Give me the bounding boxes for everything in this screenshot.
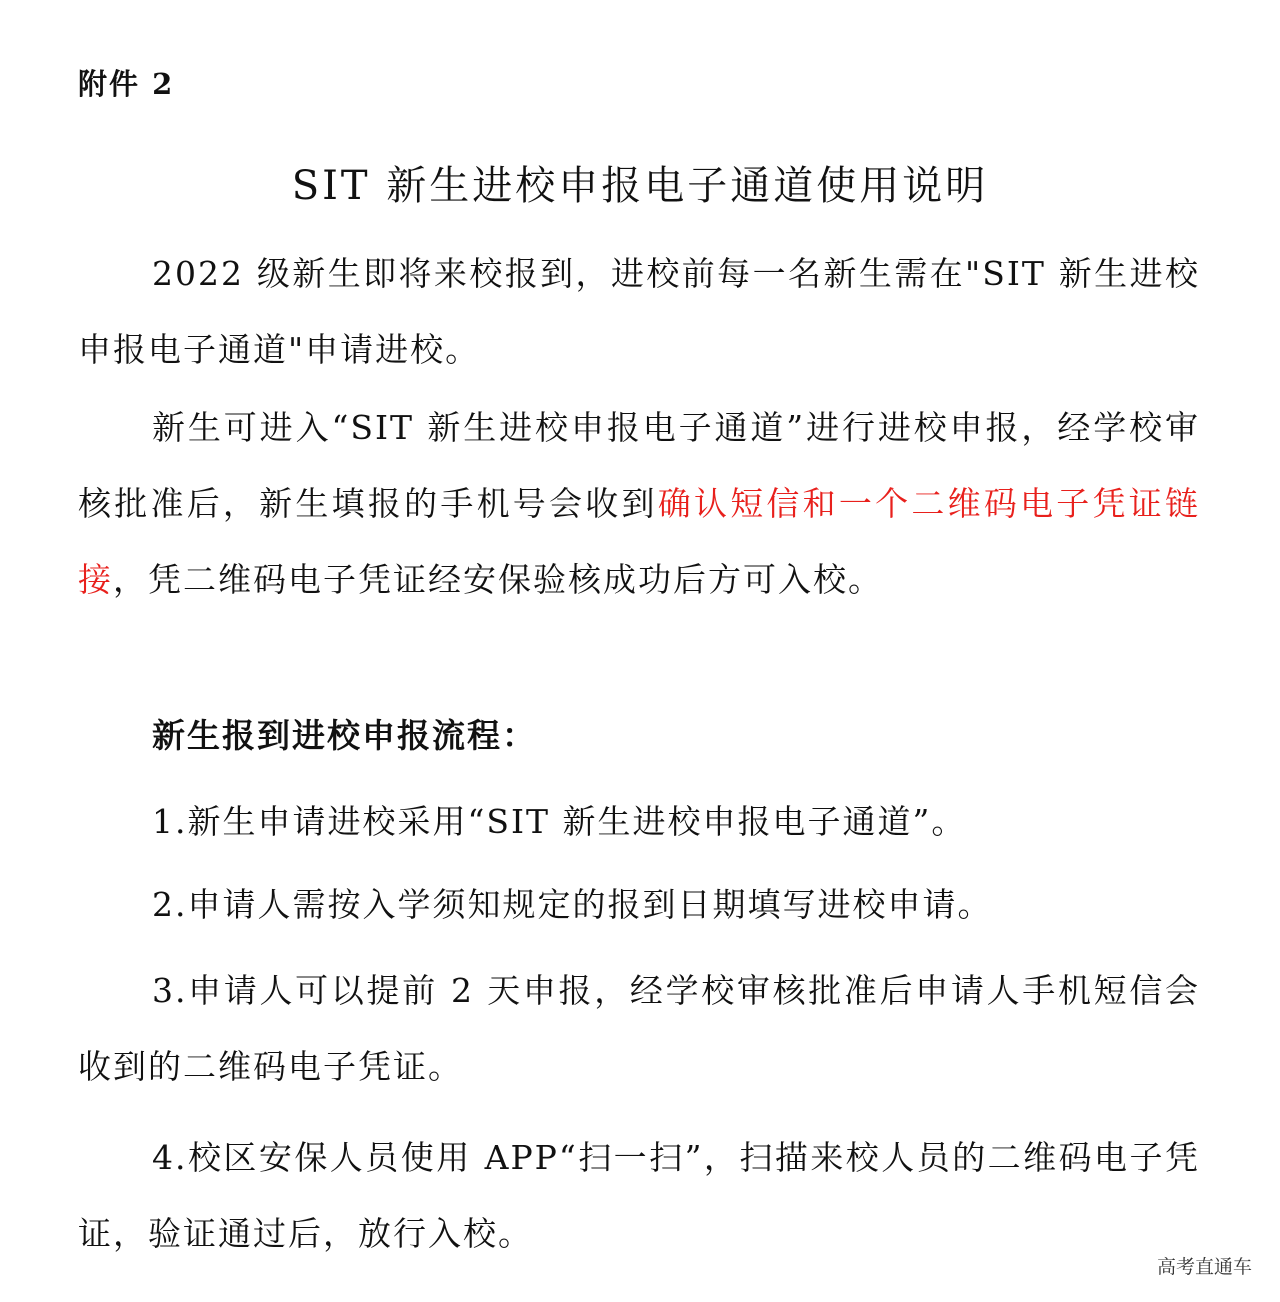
- procedure-step-3: 3.申请人可以提前 2 天申报，经学校审核批准后申请人手机短信会收到的二维码电子凭证。: [78, 971, 1200, 1086]
- highlighted-notice: 确认短信和一个二维码电子凭证链接: [78, 484, 1201, 599]
- intro-paragraph-2: [78, 390, 1200, 618]
- document-title: SIT 新生进校申报电子通道使用说明: [291, 163, 989, 209]
- intro-paragraph-2-ending: ，凭二维码电子凭证经安保验核成功后方可入校。: [113, 560, 883, 599]
- intro-paragraph-2-text: 新生可进入“SIT 新生进校申报电子通道”进行进校申报，经学校审核批准后，新生填报的手机号会收到: [78, 408, 1200, 523]
- procedure-step-1: 1.新生申请进校采用“SIT 新生进校申报电子通道”。: [152, 802, 967, 841]
- intro-paragraph-1: 2022 级新生即将来校报到，进校前每一名新生需在"SIT 新生进校申报电子通道"申请进校。: [78, 254, 1200, 369]
- watermark: 高考直通车: [1156, 1256, 1252, 1278]
- attachment-label: 附件 2: [78, 67, 175, 101]
- procedure-heading: 新生报到进校申报流程：: [152, 716, 537, 755]
- procedure-step-2: 2.申请人需按入学须知规定的报到日期填写进校申请。: [152, 885, 993, 924]
- procedure-step-4: 4.校区安保人员使用 APP“扫一扫”，扫描来校人员的二维码电子凭证，验证通过后，放行入校。: [78, 1138, 1200, 1253]
